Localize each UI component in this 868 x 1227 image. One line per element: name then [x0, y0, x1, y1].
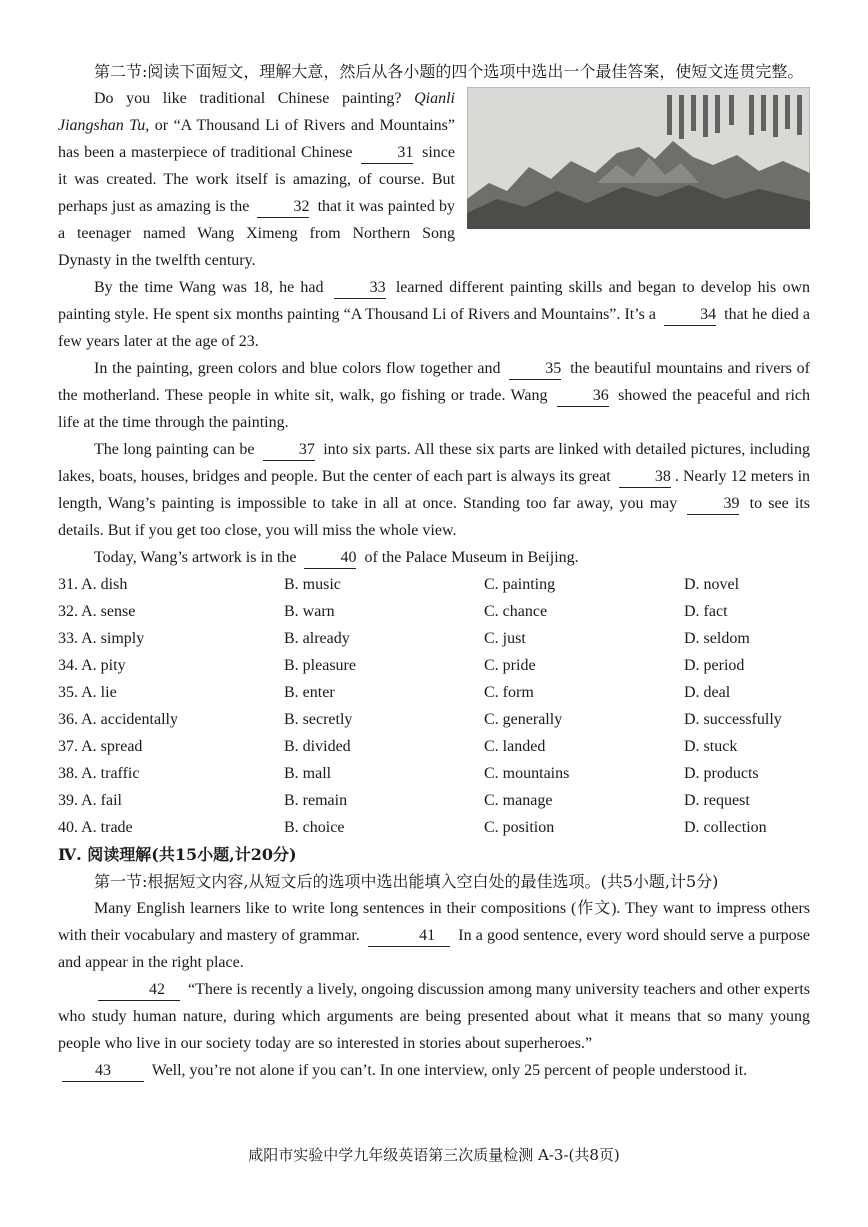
passage2-paragraph-2: 42 “There is recently a lively, ongoing discussion among many university teachers and other experts who study human nature, during which arguments are being presented about what it means that so many young people who live in our society today are so interested in stories about superheroes.”: [58, 981, 810, 1052]
blank-32[interactable]: 32: [257, 197, 309, 218]
option-row-31: 31. A. dish B. music C. painting D. novel: [58, 576, 740, 593]
blank-38[interactable]: 38: [619, 467, 671, 488]
painting-image: [467, 87, 810, 229]
option-row-39: 39. A. fail B. remain C. manage D. request: [58, 792, 750, 809]
blank-33[interactable]: 33: [334, 278, 386, 299]
blank-43[interactable]: 43: [62, 1061, 144, 1082]
option-row-40: 40. A. trade B. choice C. position D. collection: [58, 819, 767, 836]
section2-instructions: 第二节:阅读下面短文，理解大意，然后从各小题的四个选项中选出一个最佳答案，使短文连贯完整。: [94, 62, 804, 81]
passage2-paragraph-3: 43 Well, you’re not alone if you can’t. In one interview, only 25 percent of people understood it.: [58, 1057, 810, 1084]
passage-paragraph-3: In the painting, green colors and blue colors flow together and 35 the beautiful mountains and rivers of the motherland. These people in white sit, walk, go fishing or trade. Wang 36 showed the peaceful and rich life at the time through the painting.: [58, 360, 811, 431]
blank-31[interactable]: 31: [361, 143, 413, 164]
page-footer: 咸阳市实验中学九年级英语第三次质量检测 A-3-(共8页): [248, 1146, 620, 1164]
blank-36[interactable]: 36: [557, 386, 609, 407]
answer-options: [58, 571, 810, 841]
blank-35[interactable]: 35: [509, 359, 561, 380]
passage-paragraph-1: Do you like traditional Chinese painting? Qianli Jiangshan Tu, or “A Thousand Li of Rivers and Mountains” has been a masterpiece of traditional Chinese 31 since it was created. The work itself is amazing, of course. But perhaps just as amazing is the 32 that it was painted by a teenager named Wang Ximeng from Northern Song Dynasty in the twelfth century.: [58, 90, 456, 269]
option-row-35: 35. A. lie B. enter C. form D. deal: [58, 684, 731, 701]
option-row-34: 34. A. pity B. pleasure C. pride D. period: [58, 657, 745, 674]
part4-section1-instructions: 第一节:根据短文内容,从短文后的选项中选出能填入空白处的最佳选项。(共5小题,计5分): [94, 872, 719, 891]
option-row-36: 36. A. accidentally B. secretly C. generally D. successfully: [58, 711, 782, 728]
blank-41[interactable]: 41: [368, 926, 450, 947]
passage-paragraph-2: By the time Wang was 18, he had 33 learned different painting skills and began to develop his own painting style. He spent six months painting “A Thousand Li of Rivers and Mountains”. It’s a 34 that he died a few years later at the age of 23.: [58, 279, 811, 350]
blank-39[interactable]: 39: [687, 494, 739, 515]
option-row-32: 32. A. sense B. warn C. chance D. fact: [58, 603, 728, 620]
blank-37[interactable]: 37: [263, 440, 315, 461]
part4-heading: Ⅳ. 阅读理解(共15小题,计20分): [58, 845, 297, 864]
passage-paragraph-5: Today, Wang’s artwork is in the 40 of the Palace Museum in Beijing.: [58, 544, 810, 571]
blank-40[interactable]: 40: [304, 548, 356, 569]
passage2-paragraph-1: Many English learners like to write long sentences in their compositions (作文). They want to impress others with their vocabulary and mastery of grammar. 41 In a good sentence, every word should serve a purpose and appear in the right place.: [58, 900, 811, 971]
option-row-37: 37. A. spread B. divided C. landed D. stuck: [58, 738, 738, 755]
blank-42[interactable]: 42: [98, 980, 180, 1001]
blank-34[interactable]: 34: [664, 305, 716, 326]
option-row-38: 38. A. traffic B. mall C. mountains D. products: [58, 765, 759, 782]
option-row-33: 33. A. simply B. already C. just D. seldom: [58, 630, 750, 647]
exam-page: [58, 58, 810, 1084]
passage-paragraph-4: The long painting can be 37 into six parts. All these six parts are linked with detailed pictures, including lakes, boats, houses, bridges and people. But the center of each part is always its great 38 . Nearly 12 meters in length, Wang’s painting is impossible to take in all at once. Standing too far away, you may 39 to see its details. But if you get too close, you will miss the whole view.: [58, 441, 811, 539]
